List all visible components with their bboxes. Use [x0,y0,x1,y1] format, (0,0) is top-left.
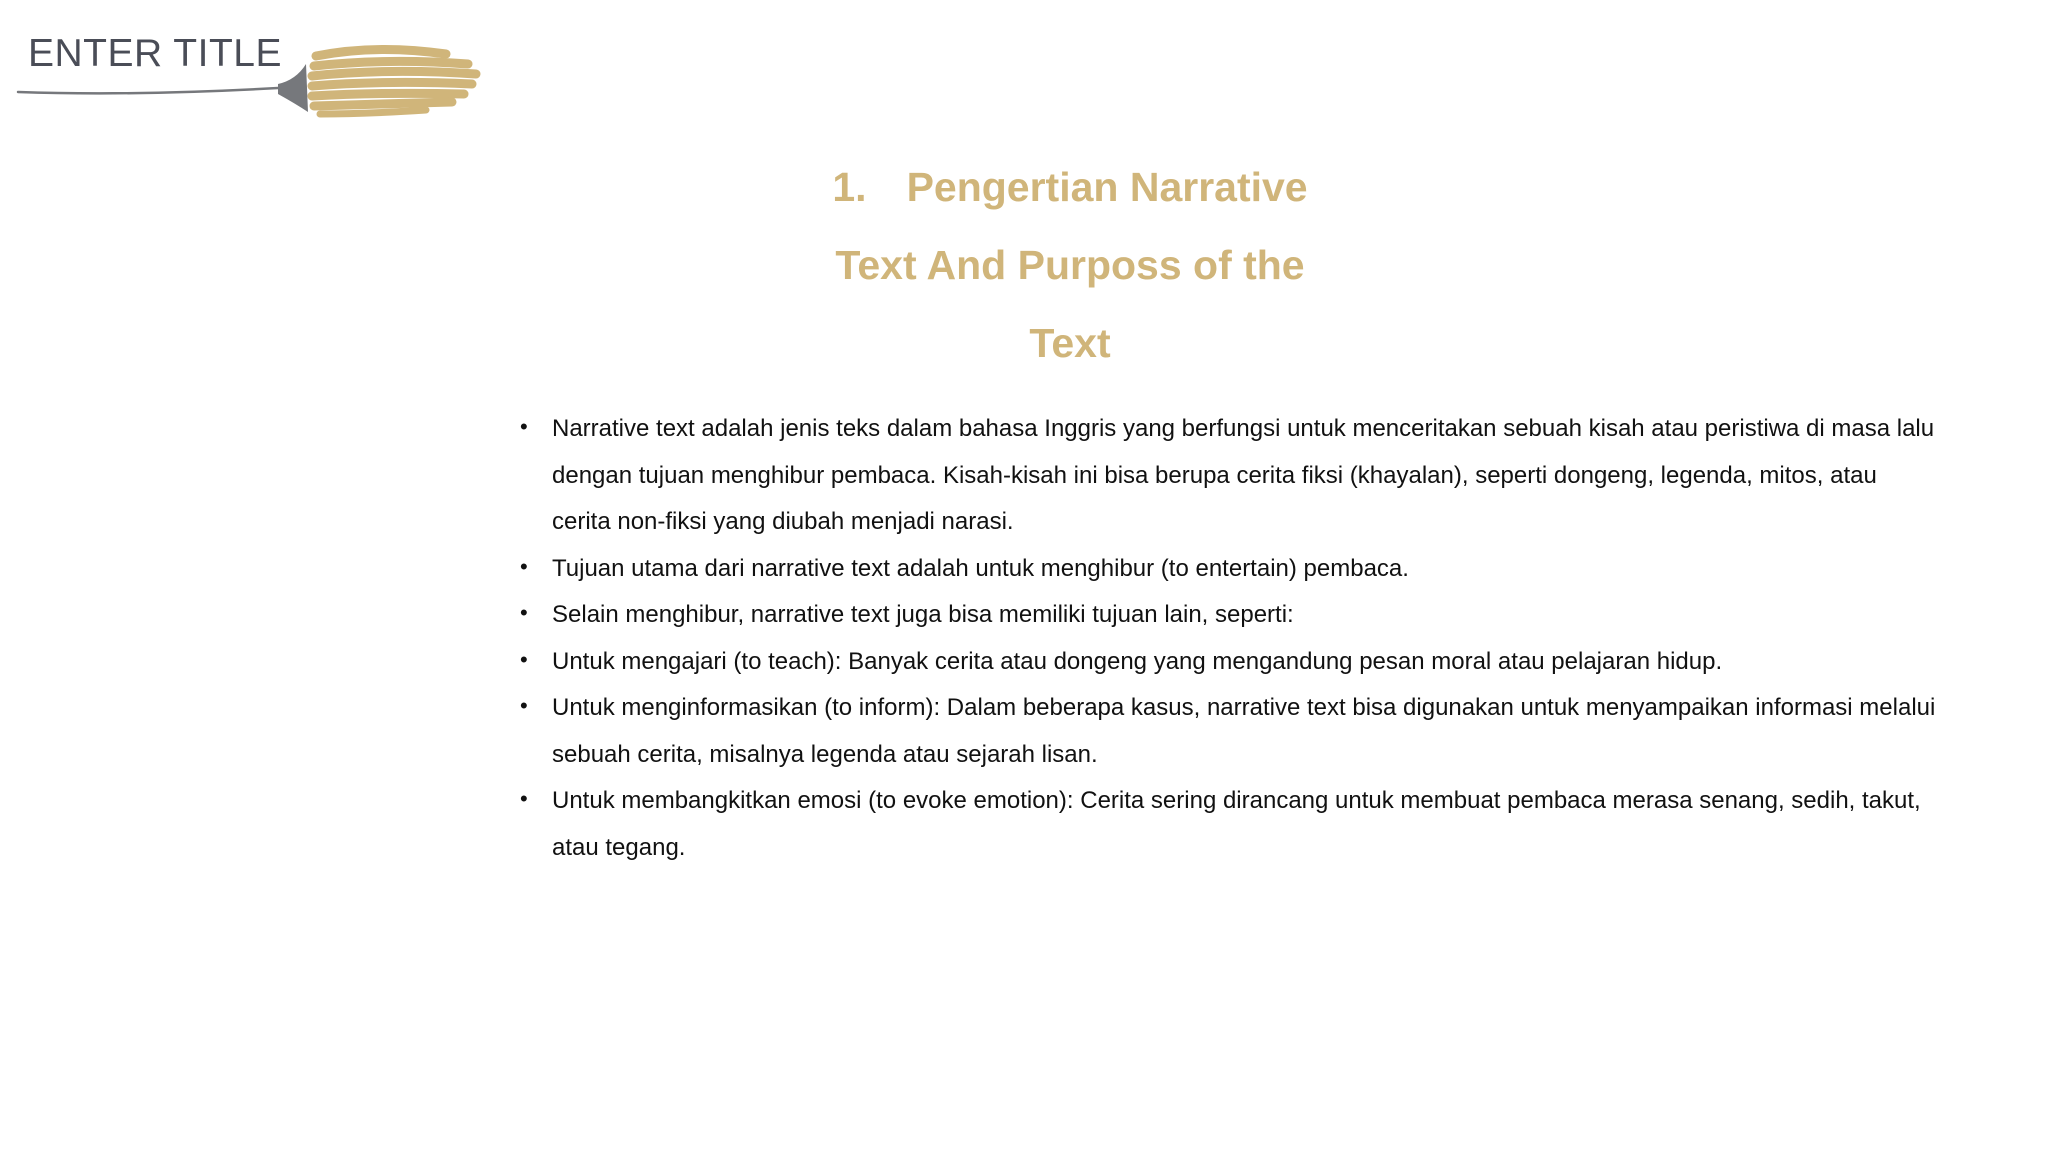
paintbrush-icon [16,38,486,122]
heading-line-3: Text [1029,320,1111,366]
bullet-list [520,406,1940,871]
bullet-item: • Untuk menginformasikan (to inform): Dalam beberapa kasus, narrative text bisa digunakan untuk menyampaikan informasi melalui sebuah cerita, misalnya legenda atau sejarah lisan. [520,685,1940,778]
heading-number: 1. [832,164,867,210]
slide-header-title: ENTER TITLE [28,32,282,75]
heading-line-1 [640,148,1500,226]
heading-line-1-text: Pengertian Narrative [906,164,1308,210]
bullet-item: • Narrative text adalah jenis teks dalam bahasa Inggris yang berfungsi untuk menceritakan sebuah kisah atau peristiwa di masa lalu dengan tujuan menghibur pembaca. Kisah-kisah ini bisa berupa cerita fiksi (khayalan), seperti dongeng, legenda, mitos, atau cerita non-fiksi yang diubah menjadi narasi. [520,406,1940,546]
bullet-item: • Untuk membangkitkan emosi (to evoke emotion): Cerita sering dirancang untuk membuat pembaca merasa senang, sedih, takut, atau tegang. [520,778,1940,871]
bullet-item: • Tujuan utama dari narrative text adalah untuk menghibur (to entertain) pembaca. [520,546,1940,593]
heading-line-2: Text And Purposs of the [835,242,1305,288]
bullet-item: • Selain menghibur, narrative text juga bisa memiliki tujuan lain, seperti: [520,592,1940,639]
bullet-item: • Untuk mengajari (to teach): Banyak cerita atau dongeng yang mengandung pesan moral atau pelajaran hidup. [520,639,1940,686]
slide-heading [640,148,1500,382]
